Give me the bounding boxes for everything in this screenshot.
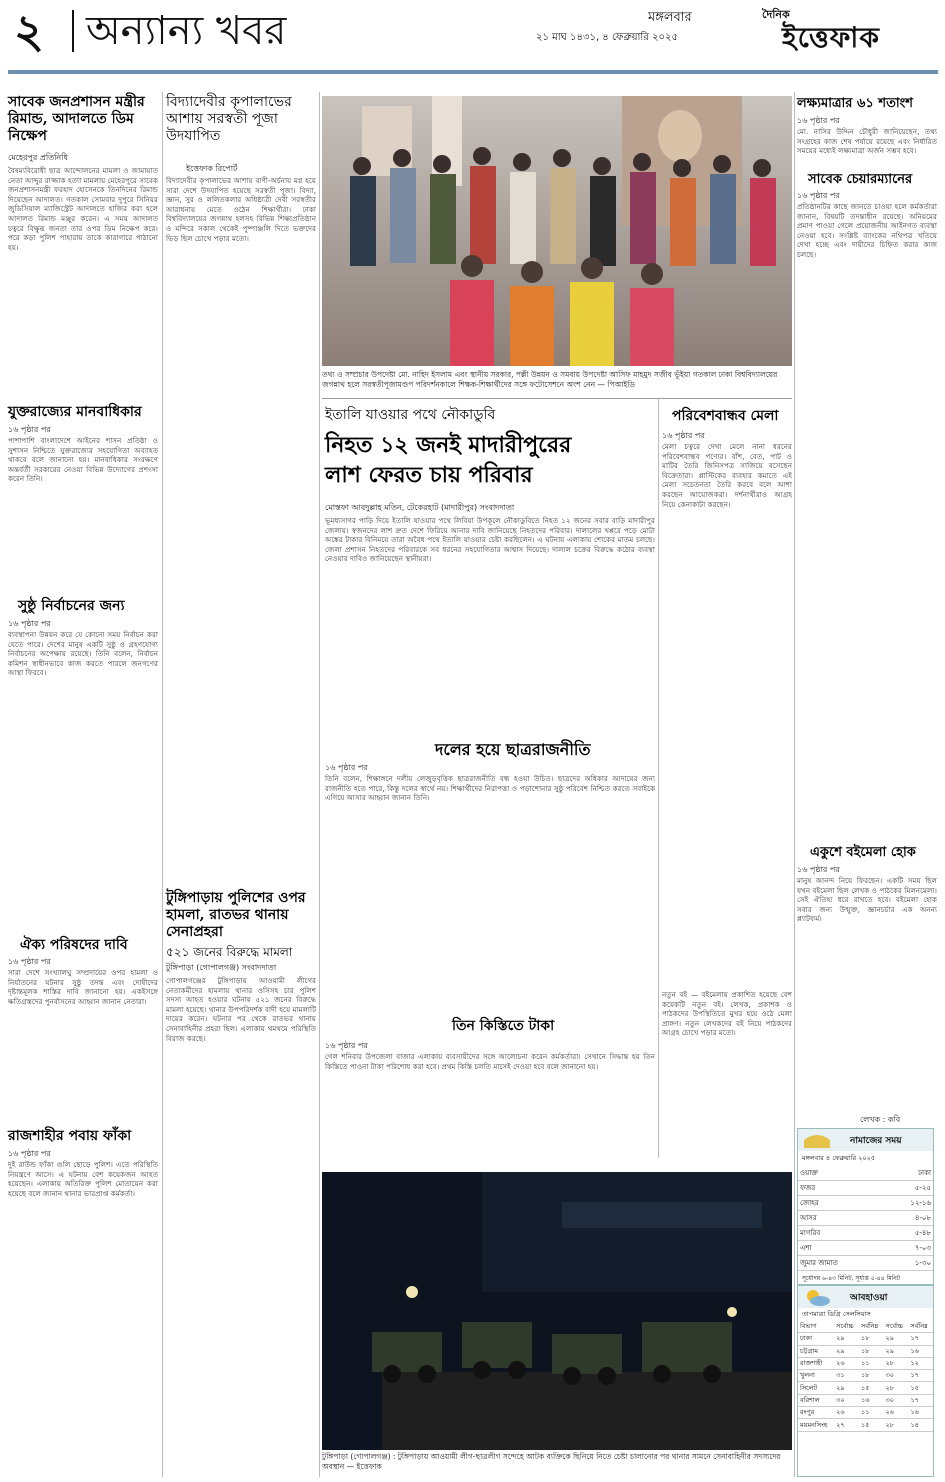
weather-col-head: সর্বনিম্ন xyxy=(908,1321,933,1333)
table-header xyxy=(798,1321,933,1333)
prayer-time: ঢাকা xyxy=(883,1166,933,1181)
table-row xyxy=(798,1333,933,1345)
weather-value: ২৯ xyxy=(834,1333,859,1345)
weather-value: ২৯ xyxy=(834,1345,859,1357)
night-photo-caption: টুঙ্গিপাড়া (গোপালগঞ্জ) : টুঙ্গিপাড়ায় আওয়ামী লীগ-ছাত্রলীগ সন্দেহে আটক ব্যক্তিকে ছিনিয়ে নিতে চেষ্টা চালানোর পর থানার সামনে সেনাবাহিনীর সদস্যদের অবস্থান — ইত্তেফাক xyxy=(322,1452,781,1471)
col2-body-2: গোপালগঞ্জের টুঙ্গিপাড়ায় আওয়ামী লীগের নেতাকর্মীদের হামলায় থানার ওসিসহ চার পুলিশ সদস্য আহত হওয়ার ঘটনায় ৫২১ জনের বিরুদ্ধে মামলা হয়েছে। থানার উপপরিদর্শক বাদী হয়ে মামলাটি দায়ের করেন। ঘটনার পর থেকে রাতভর থানায় সেনাবাহিনীর প্রহরা ছিল। এলাকায় থমথমে পরিস্থিতি বিরাজ করছে। xyxy=(166,976,316,1043)
lead-headline-1: নিহত ১২ জনই মাদারীপুরের xyxy=(325,432,572,458)
date-line: ২১ মাঘ ১৪৩১, ৪ ফেব্রুয়ারি ২০২৫ xyxy=(536,32,678,43)
weather-value: ১৬ xyxy=(908,1345,933,1357)
weather-col-head: বিভাগ xyxy=(798,1321,834,1333)
col1-body-3: ব্যবস্থাপনা উন্নয়ন করে যে কোনো সময় নির্বাচন করা যেতে পারে। দেশের মানুষ একটি সুষ্ঠু ও গ্রহণযোগ্য নির্বাচনের অপেক্ষায় রয়েছে। তিনি বলেন, নির্বাচন কমিশন স্বাধীনভাবে কাজ করতে পারলে জনগণের আস্থা ফিরবে। xyxy=(8,630,158,678)
weather-value: ৩০ xyxy=(834,1394,859,1406)
column-divider xyxy=(319,92,320,1477)
table-row xyxy=(798,1211,933,1226)
prayer-times-box xyxy=(797,1128,934,1285)
col2-subhead-2: ৫২১ জনের বিরুদ্ধে মামলা xyxy=(166,945,293,959)
prayer-time: ১২-১৬ xyxy=(883,1196,933,1211)
table-row xyxy=(798,1256,933,1271)
weather-value: ২৯ xyxy=(884,1333,909,1345)
weather-value: ১৪ xyxy=(908,1419,933,1431)
table-row xyxy=(798,1407,933,1419)
table-row xyxy=(798,1181,933,1196)
col1-body-4: সারা দেশে সংখ্যালঘু সম্প্রদায়ের ওপর হামলা ও নির্যাতনের ঘটনার সুষ্ঠু তদন্ত এবং দোষীদের দৃষ্টান্তমূলক শাস্তির দাবি জানানো হয়। একইসঙ্গে ক্ষতিগ্রস্তদের পুনর্বাসনের আহ্বান জানান নেতারা। xyxy=(8,968,158,1006)
table-row xyxy=(798,1196,933,1211)
prayer-header xyxy=(798,1129,933,1151)
weather-value: ২৯ xyxy=(884,1345,909,1357)
col1-body-1: বৈষম্যবিরোধী ছাত্র আন্দোলনের মামলা ও জামায়াত নেতা আব্দুর রাজ্জাক হত্যা মামলায় মেহেরপুরে সাবেক জনপ্রশাসনমন্ত্রী ফরহাদ হোসেনকে তিনদিনের রিমান্ড দিয়েছেন আদালত। গতকাল সোমবার দুপুরে সিনিয়র জুডিসিয়াল ম্যাজিস্ট্রেট আদালতে হাজির করা হলে আদালত রিমান্ড মঞ্জুর করেন। এ সময় আদালত চত্বরে বিক্ষুব্ধ জনতা তার ওপর ডিম নিক্ষেপ করে। পরে কড়া পুলিশ পাহারায় তাকে কারাগারে পাঠানো হয়। xyxy=(8,166,158,252)
weather-col-head: সর্বোচ্চ xyxy=(834,1321,859,1333)
col1-body-2: পাশাপাশি বাংলাদেশে আইনের শাসন প্রতিষ্ঠা ও সুশাসন নিশ্চিতে যুক্তরাজ্যের সহযোগিতা অব্যাহত থাকবে বলে জানানো হয়। মানবাধিকার সংরক্ষণে অন্তর্বর্তী সরকারের নেওয়া বিভিন্ন উদ্যোগের প্রশংসা করেন তিনি। xyxy=(8,436,158,484)
weather-value: ৩০ xyxy=(884,1370,909,1382)
center-headline-3: তিন কিস্তিতে টাকা xyxy=(452,1018,555,1034)
col1-headline-1: সাবেক জনপ্রশাসন মন্ত্রীর রিমান্ড, আদালতে ডিম নিক্ষেপ xyxy=(8,94,145,144)
logo-small: দৈনিক xyxy=(762,8,790,21)
col1-cont-3: ১৬ পৃষ্ঠার পর xyxy=(8,619,51,628)
table-row xyxy=(798,1419,933,1431)
lead-byline: মোস্তফা আবদুল্লাহ মতিন, টেকেরহাট (মাদারীপুর) সংবাদদাতা xyxy=(325,503,515,512)
col2-byline-2: টুঙ্গিপাড়া (গোপালগঞ্জ) সংবাদদাতা xyxy=(166,963,277,972)
table-row xyxy=(798,1241,933,1256)
weather-value: ২৮ xyxy=(884,1382,909,1394)
weather-subtitle: তাপমাত্রা ডিগ্রি সেলসিয়াস xyxy=(802,1310,871,1318)
weather-value: ২৬ xyxy=(884,1407,909,1419)
top-photo-caption: তথ্য ও সম্প্রচার উপদেষ্টা মো. নাহিদ ইসলাম এবং স্থানীয় সরকার, পল্লী উন্নয়ন ও সমবায় উপদেষ্টা আসিফ মাহমুদ সজীব ভূঁইয়া গতকাল ঢাকা বিশ্ববিদ্যালয়ের জগন্নাথ হলে সরস্বতীপূজামণ্ডপ পরিদর্শনকালে শিক্ষক-শিক্ষার্থীদের সঙ্গে ফটোসেশনে অংশ নেন — পিআইডি xyxy=(322,370,778,389)
col1-cont-5: ১৬ পৃষ্ঠার পর xyxy=(8,1149,51,1158)
weather-header xyxy=(798,1286,933,1308)
header-rule xyxy=(8,70,938,74)
weather-value: ১৫ xyxy=(908,1382,933,1394)
section-rule xyxy=(322,398,792,399)
weather-city: বরিশাল xyxy=(798,1394,834,1406)
weather-value: ২৬ xyxy=(834,1407,859,1419)
weather-value: ১৮ xyxy=(859,1345,884,1357)
page-title: অন্যান্য খবর xyxy=(86,8,287,54)
col5-cont-1: ১৬ পৃষ্ঠার পর xyxy=(797,116,840,125)
center-body-2: তিনি বলেন, শিক্ষাঙ্গনে দলীয় লেজুড়বৃত্তিক ছাত্ররাজনীতি বন্ধ হওয়া উচিত। ছাত্রদের অধিকার আদায়ের জন্য রাজনীতি হতে পারে, কিন্তু দলের স্বার্থে নয়। শিক্ষার্থীদের নিরাপত্তা ও পড়াশোনার সুষ্ঠু পরিবেশ নিশ্চিত করতে সবাইকে এগিয়ে আসার আহ্বান জানান তিনি। xyxy=(325,774,655,803)
weather-value: ২৮ xyxy=(884,1357,909,1369)
weather-value: ১৭ xyxy=(908,1370,933,1382)
cloud-sun-icon xyxy=(802,1287,832,1307)
logo-main: ইত্তেফাক xyxy=(782,21,881,54)
prayer-time: ৫-২৫ xyxy=(883,1181,933,1196)
prayer-time: ৭-০৩ xyxy=(883,1241,933,1256)
prayer-name: মাগরিব xyxy=(798,1226,883,1241)
weather-value: ১৬ xyxy=(859,1394,884,1406)
col2-headline-2: টুঙ্গিপাড়ায় পুলিশের ওপর হামলা, রাতভর থানায় সেনাপ্রহরা xyxy=(166,890,306,940)
weather-city: ময়মনসিংহ xyxy=(798,1419,834,1431)
col5-cont-2: ১৬ পৃষ্ঠার পর xyxy=(797,191,840,200)
weather-city: রাজশাহী xyxy=(798,1357,834,1369)
prayer-time: ১-৩০ xyxy=(883,1256,933,1271)
mosque-icon xyxy=(802,1130,832,1150)
weather-title: আবহাওয়া xyxy=(850,1293,888,1303)
prayer-time: ৪-০৮ xyxy=(883,1211,933,1226)
table-row xyxy=(798,1226,933,1241)
prayer-time: ৫-৪৮ xyxy=(883,1226,933,1241)
prayer-note: সূর্যোদয় ৬-৪৩ মিনিট, সূর্যাস্ত ৫-৪৪ মিনিট xyxy=(802,1275,901,1282)
lead-headline-2: লাশ ফেরত চায় পরিবার xyxy=(325,462,533,488)
weather-city: সিলেট xyxy=(798,1382,834,1394)
col1-byline-1: মেহেরপুর প্রতিনিধি xyxy=(8,153,68,162)
center-cont-3: ১৬ পৃষ্ঠার পর xyxy=(325,1041,368,1050)
weather-value: ৩১ xyxy=(834,1370,859,1382)
weather-col-head: সর্বনিম্ন xyxy=(859,1321,884,1333)
weather-value: ১৭ xyxy=(908,1394,933,1406)
col1-cont-2: ১৬ পৃষ্ঠার পর xyxy=(8,425,51,434)
prayer-name: এশা xyxy=(798,1241,883,1256)
col4-body-2: নতুন বই — বইমেলায় প্রকাশিত হয়েছে বেশ কয়েকটি নতুন বই। লেখক, প্রকাশক ও পাঠকদের উপস্থিতিতে মুখর হয়ে ওঠে মেলা প্রাঙ্গণ। নতুন লেখকদের বই নিয়ে পাঠকদের আগ্রহ চোখে পড়ার মতো। xyxy=(662,990,792,1038)
column-divider xyxy=(658,398,659,1158)
weather-value: ২৭ xyxy=(834,1419,859,1431)
center-body-3: গেল শনিবার উপজেলা বাজার এলাকায় ব্যবসায়ীদের সঙ্গে আলোচনা করেন কর্মকর্তারা। সেখানে সিদ্ধান্ত হয় তিন কিস্তিতে পাওনা টাকা পরিশোধ করা হবে। প্রথম কিস্তি চলতি মাসেই দেওয়া হবে বলে জানানো হয়। xyxy=(325,1052,655,1071)
col1-headline-2: যুক্তরাজ্যের মানবাধিকার xyxy=(8,404,142,420)
weather-table xyxy=(798,1321,933,1432)
day-label: মঙ্গলবার xyxy=(648,10,692,25)
table-row xyxy=(798,1166,933,1181)
col2-headline-1: বিদ্যাদেবীর কৃপালাভের আশায় সরস্বতী পূজা উদযাপিত xyxy=(166,94,292,144)
weather-value: ১৬ xyxy=(908,1407,933,1419)
weather-value: ২৬ xyxy=(834,1357,859,1369)
prayer-name: ওয়াক্ত xyxy=(798,1166,883,1181)
col5-body-1: মো. নাসির উদ্দিন চৌধুরী জানিয়েছেন, তথ্য সংগ্রহের কাজ শেষ পর্যায়ে রয়েছে এবং নির্ধারিত সময়ের মধ্যেই লক্ষ্যমাত্রা অর্জন সম্ভব হবে। xyxy=(797,127,937,156)
weather-box xyxy=(797,1285,934,1477)
weather-city: ঢাকা xyxy=(798,1333,834,1345)
col5-headline-1: লক্ষ্যমাত্রার ৬১ শতাংশ xyxy=(797,96,913,111)
col5-body-3: মানুষ আনন্দ নিয়ে ফিরছেন। একটি সময় ছিল যখন বইমেলা ছিল লেখক ও পাঠকের মিলনমেলা। সেই ঐতিহ্য ধরে রাখতে হবে। বইমেলা হোক সবার জন্য উন্মুক্ত, জ্ঞানচর্চার এক অনন্য প্ল্যাটফর্ম। xyxy=(797,876,937,924)
col2-body-1: বিদ্যাদেবীর কৃপালাভের আশায় বাণী-অর্চনায় মগ্ন হয়ে সারা দেশে উদযাপিত হয়েছে সরস্বতী পূজা। বিদ্যা, জ্ঞান, সুর ও ললিতকলার অধিষ্ঠাত্রী দেবী সরস্বতীর আরাধনায় মেতে ওঠেন শিক্ষার্থীরা। ঢাকা বিশ্ববিদ্যালয়ের জগন্নাথ হলসহ বিভিন্ন শিক্ষাপ্রতিষ্ঠান ও মন্দিরে সকাল থেকেই পুষ্পাঞ্জলি দিতে ভক্তদের ভিড় ছিল চোখে পড়ার মতো। xyxy=(166,176,316,243)
weather-city: চট্টগ্রাম xyxy=(798,1345,834,1357)
col5-cont-3: ১৬ পৃষ্ঠার পর xyxy=(797,865,840,874)
weather-value: ১১ xyxy=(859,1357,884,1369)
prayer-name: আসর xyxy=(798,1211,883,1226)
col4-cont-1: ১৬ পৃষ্ঠার পর xyxy=(662,431,705,440)
page-number: ২ xyxy=(14,4,44,58)
newspaper-logo xyxy=(760,2,940,58)
col1-body-5: দুই রাউন্ড ফাঁকা গুলি ছোড়ে পুলিশ। এতে পরিস্থিতি নিয়ন্ত্রণে আসে। এ ঘটনায় বেশ কয়েকজন আহত হয়েছেন। এলাকায় অতিরিক্ত পুলিশ মোতায়েন করা হয়েছে বলে জানান থানার ভারপ্রাপ্ত কর্মকর্তা। xyxy=(8,1160,158,1198)
weather-value: ১৮ xyxy=(859,1370,884,1382)
prayer-title: নামাজের সময় xyxy=(850,1136,902,1146)
col5-body-2: প্রতিষ্ঠানটির কাছে জানতে চাওয়া হলে কর্মকর্তারা জানান, বিষয়টি তদন্তাধীন রয়েছে। অনিয়মের প্রমাণ পাওয়া গেলে প্রয়োজনীয় আইনগত ব্যবস্থা নেওয়া হবে। সংশ্লিষ্ট ব্যাংকের নথিপত্র খতিয়ে দেখা হচ্ছে এবং দায়ীদের চিহ্নিত করার কাজ চলছে। xyxy=(797,202,937,259)
prayer-name: ফজর xyxy=(798,1181,883,1196)
weather-value: ১২ xyxy=(908,1357,933,1369)
prayer-table xyxy=(798,1166,933,1271)
lead-kicker: ইতালি যাওয়ার পথে নৌকাডুবি xyxy=(325,407,496,423)
table-row xyxy=(798,1357,933,1369)
col1-cont-4: ১৬ পৃষ্ঠার পর xyxy=(8,957,51,966)
col1-headline-4: ঐক্য পরিষদের দাবি xyxy=(20,937,128,953)
weather-value: ৩০ xyxy=(884,1394,909,1406)
weather-col-head: সর্বোচ্চ xyxy=(884,1321,909,1333)
center-headline-2: দলের হয়ে ছাত্ররাজনীতি xyxy=(435,740,591,759)
weather-value: ২৮ xyxy=(884,1419,909,1431)
prayer-name: জোহর xyxy=(798,1196,883,1211)
weather-value: ১১ xyxy=(859,1407,884,1419)
table-row xyxy=(798,1370,933,1382)
col2-byline-1: ইত্তেফাক রিপোর্ট xyxy=(186,164,238,173)
masthead-divider xyxy=(72,10,74,52)
weather-city: রংপুর xyxy=(798,1407,834,1419)
weather-value: ১৫ xyxy=(859,1382,884,1394)
saraswati-puja-photo xyxy=(322,96,792,366)
table-row xyxy=(798,1394,933,1406)
col1-headline-3: সুষ্ঠু নির্বাচনের জন্য xyxy=(18,598,125,614)
prayer-name: জুমার জামাত xyxy=(798,1256,883,1271)
column-divider xyxy=(162,92,163,1477)
col4-headline-1: পরিবেশবান্ধব মেলা xyxy=(672,408,779,424)
prayer-date: মঙ্গলবার ৪ ফেব্রুয়ারি ২০২৫ xyxy=(802,1154,876,1162)
lead-body: ভূমধ্যসাগর পাড়ি দিয়ে ইতালি যাওয়ার পথে লিবিয়া উপকূলে নৌকাডুবিতে নিহত ১২ জনের সবার বাড়ি মাদারীপুর জেলায়। স্বজনদের লাশ দ্রুত দেশে ফিরিয়ে আনার দাবি জানিয়েছে নিহতদের পরিবার। দালালের খপ্পরে পড়ে মোটা অঙ্কের টাকার বিনিময়ে তারা অবৈধ পথে ইতালি যাওয়ার চেষ্টা করছিলেন। এ ঘটনায় এলাকায় শোকের মাতম চলছে। জেলা প্রশাসন নিহতদের পরিবারকে সব ধরনের সহযোগিতার আশ্বাস দিয়েছে। দালাল চক্রের বিরুদ্ধে কঠোর ব্যবস্থা নেওয়ার দাবিও জানিয়েছেন স্থানীয়রা। xyxy=(325,516,655,564)
column-divider xyxy=(794,92,795,1477)
col5-headline-3: একুশে বইমেলা হোক xyxy=(810,845,916,860)
weather-value: ১৫ xyxy=(859,1419,884,1431)
masthead xyxy=(0,0,945,62)
col1-headline-5: রাজশাহীর পবায় ফাঁকা xyxy=(8,1128,132,1144)
col5-headline-2: সাবেক চেয়ারম্যানের xyxy=(808,172,913,187)
center-cont-2: ১৬ পৃষ্ঠার পর xyxy=(325,763,368,772)
weather-value: ১৭ xyxy=(908,1333,933,1345)
weather-value: ২৯ xyxy=(834,1382,859,1394)
table-row xyxy=(798,1382,933,1394)
weather-value: ১৮ xyxy=(859,1333,884,1345)
weather-city: খুলনা xyxy=(798,1370,834,1382)
col4-body-1: মেলা চত্বরে দেখা মেলে নানা ধরনের পরিবেশবান্ধব পণ্যের। বাঁশ, বেত, পাট ও মাটির তৈরি জিনিসপত্র সাজিয়ে বসেছেন বিক্রেতারা। প্লাস্টিকের ব্যবহার কমাতে এই মেলা সচেতনতা তৈরি করবে বলে আশা করছেন আয়োজকরা। দর্শনার্থীরাও আগ্রহ নিয়ে কেনাকাটা করছেন। xyxy=(662,442,792,509)
tungipara-night-photo xyxy=(322,1172,792,1450)
table-row xyxy=(798,1345,933,1357)
col5-author: লেখক : কবি xyxy=(860,1115,901,1124)
